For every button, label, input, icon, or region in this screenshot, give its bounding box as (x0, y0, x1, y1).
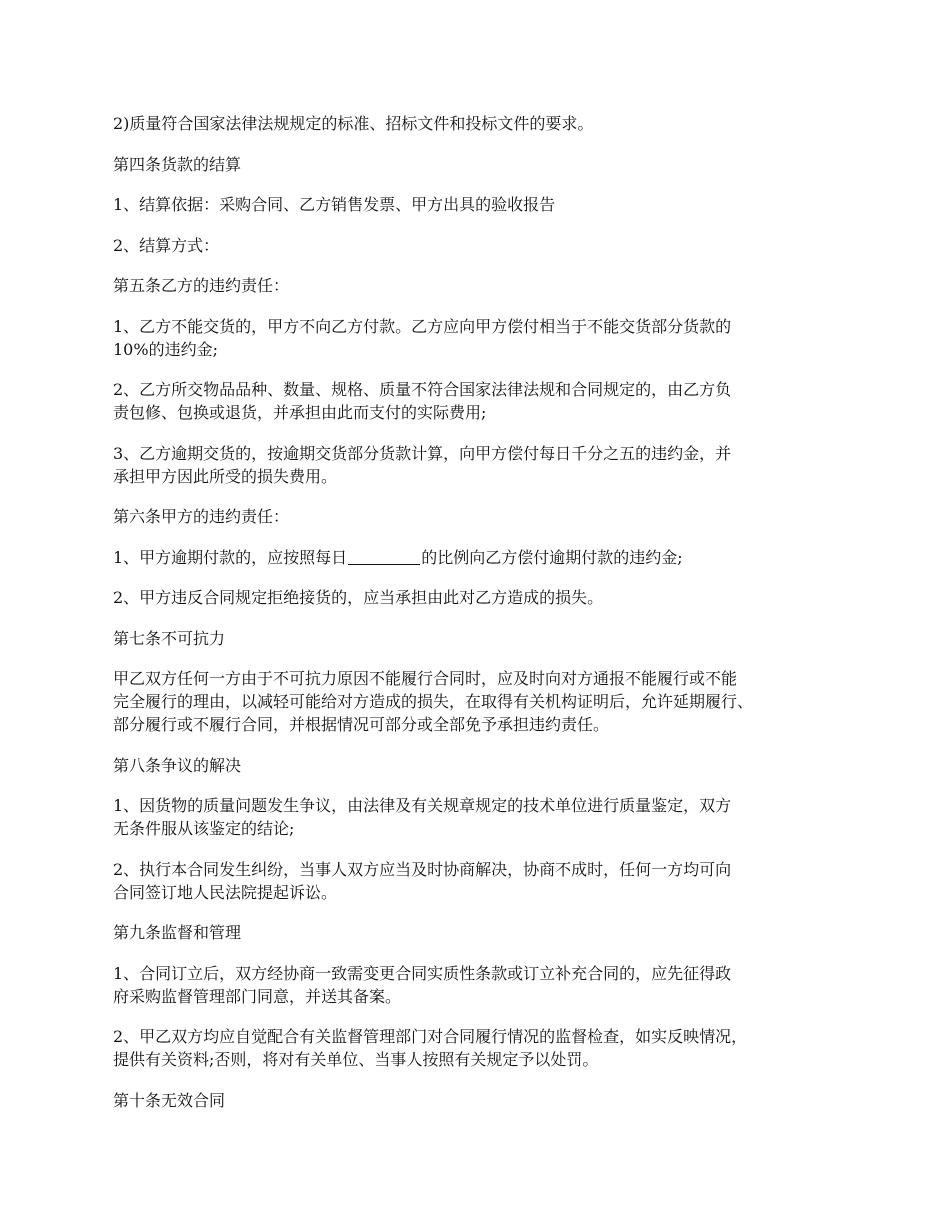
clause-line: 1、乙方不能交货的，甲方不向乙方付款。乙方应向甲方偿付相当于不能交货部分货款的 (113, 316, 732, 336)
clause-line: 府采购监督管理部门同意，并送其备案。 (113, 986, 402, 1006)
article-4-heading: 第四条货款的结算 (113, 154, 242, 174)
clause-line: 10%的违约金; (113, 339, 218, 359)
clause-line: 1、合同订立后，双方经协商一致需变更合同实质性条款或订立补充合同的，应先征得政 (113, 963, 732, 983)
clause-line: 2、甲乙双方均应自觉配合有关监督管理部门对合同履行情况的监督检查，如实反映情况， (113, 1027, 748, 1046)
fill-in-blank (348, 548, 420, 565)
article-7-heading: 第七条不可抗力 (113, 628, 226, 648)
dispute-clause-2 (113, 858, 855, 904)
settlement-basis-clause: 1、结算依据：采购合同、乙方销售发票、甲方出具的验收报告 (113, 195, 556, 214)
quality-requirement-clause: 2)质量符合国家法律法规规定的标准、招标文件和投标文件的要求。 (113, 114, 594, 133)
clause-line: 承担甲方因此所受的损失费用。 (113, 466, 338, 486)
clause-text-after-blank: 的比例向乙方偿付逾期付款的违约金; (421, 547, 683, 567)
clause-line: 部分履行或不履行合同，并根据情况可部分或全部免予承担违约责任。 (113, 715, 610, 734)
supervision-clause-2 (113, 1025, 855, 1071)
article-10-heading: 第十条无效合同 (113, 1090, 226, 1110)
clause-line: 提供有关资料;否则，将对有关单位、当事人按照有关规定予以处罚。 (113, 1050, 599, 1069)
clause-line: 1、因货物的质量问题发生争议，由法律及有关规章规定的技术单位进行质量鉴定，双方 (113, 796, 732, 815)
clause-line: 无条件服从该鉴定的结论; (113, 819, 295, 838)
party-a-breach-clause-1 (113, 546, 855, 569)
clause-line: 2、乙方所交物品品种、数量、规格、质量不符合国家法律法规和合同规定的，由乙方负 (113, 380, 732, 399)
party-a-breach-clause-2: 2、甲方违反合同规定拒绝接货的，应当承担由此对乙方造成的损失。 (113, 588, 604, 607)
party-b-breach-clause-3 (113, 442, 855, 488)
article-5-heading: 第五条乙方的违约责任： (113, 276, 290, 295)
clause-line: 3、乙方逾期交货的，按逾期交货部分货款计算，向甲方偿付每日千分之五的违约金，并 (113, 443, 732, 463)
article-9-heading: 第九条监督和管理 (113, 923, 242, 942)
clause-line: 2、执行本合同发生纠纷，当事人双方应当及时协商解决，协商不成时，任何一方均可向 (113, 859, 732, 879)
document-body (113, 112, 855, 1129)
clause-line: 完全履行的理由，以减轻可能给对方造成的损失，在取得有关机构证明后，允许延期履行、 (113, 692, 754, 711)
supervision-clause-1 (113, 962, 855, 1008)
article-6-heading: 第六条甲方的违约责任： (113, 507, 290, 526)
dispute-clause-1 (113, 794, 855, 840)
clause-line: 甲乙双方任何一方由于不可抗力原因不能履行合同时，应及时向对方通报不能履行或不能 (113, 669, 738, 688)
settlement-method-clause: 2、结算方式： (113, 235, 220, 255)
article-8-heading: 第八条争议的解决 (113, 755, 242, 775)
clause-text-before-blank: 1、甲方逾期付款的，应按照每日 (113, 547, 348, 567)
party-b-breach-clause-1 (113, 315, 855, 361)
clause-line: 责包修、包换或退货，并承担由此而支付的实际费用; (113, 403, 487, 422)
party-b-breach-clause-2 (113, 378, 855, 424)
force-majeure-clause (113, 667, 855, 736)
clause-line: 合同签订地人民法院提起诉讼。 (113, 882, 338, 902)
